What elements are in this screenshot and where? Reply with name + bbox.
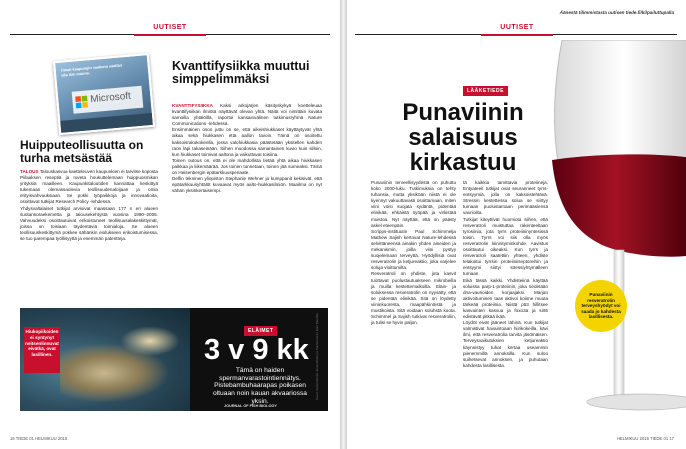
wine-headline [378, 100, 548, 175]
wine-fill [552, 154, 686, 256]
quantum-headline: Kvanttifysiikka muuttui simppelimmäksi [172, 59, 310, 87]
wine-badge-text: Punaviinin resveratrolin terveyshyödyt voi saada jo kahdesta lasillisesta. [581, 292, 621, 320]
quantum-article [172, 103, 322, 194]
logo-text: Microsoft [89, 90, 132, 106]
wine-column-2: tä kaikkia tarvittavia proteiineja. Entyateeit tutkijat ovat seuranneet tyrrs-entsyymiä, jolla on kaksoistehtävä. Stressin kestettessa solua se siirtyy tumaan puolustamaan perimääsiensä vaurioilta. Tutkijat kiteyttivät huomiota siihen, että resveratroli muistuttaa rakenteeltaan tyrosiinia, jota tyrrs proteiininyntesissä toisin. Tyrrs voi siis olla myös resveratrolin kiinnityminkohde. Aavistus osoittautui oikeaksi. Kun tyrrs ja resveratroli saatettiin yhteen, yhdiste telakoitui tyrrsin proteiiniiseptoreihin ja entsyymi siirtyi stressiyhtymälleen tumaan. Eikä tässä kaikki. Yhdisteiinä käyttää soluissa parp-1-proteiinin, joka tiedetään dna-vaurioiden korjaajaksi. Marjan aktivoituminen taas aktivoi koiime muuta tärkeää proteiinia. Niistä p53 hillitsee kasvainten kasvua ja foxo3a ja sirt6 edistävät pitkää ikää. Löydöt eivät jääneet lähinä. Kun tutkijat valmistivat havaintoaan hiirikokeilla, kävi ilmi, että resveratrolia tarvita jäsömäisen. Terveysvaikutuksien ketjureaktio käynnistyy tuhat kertaa useammin pienemmillä annoksilla. Kun suloo suihetsevat annoksen, ja puhutaan kahdesta lasillisesta. [463, 180, 548, 368]
building-sign [72, 86, 144, 114]
quantum-body-3: Toinen outous on, että ei ole mahdollista tietää yhtä aikaa hiukkasen paikkaa ja liikemäärää. Jos toinen tunnetaan, toinen jää sumeaksi. Tämä on Heisenbergin epätarkkuusperiaate. [172, 157, 322, 176]
right-footer: HELMIKUU 2015 TIEDE 01 17 [616, 436, 674, 441]
wine-column-1: Punaviinin terveellisyydestä on puhuttu koko 2000-luku. Tutkimuksia on tehty tuhansia, mutta yksiköän niistä ei ole kyennyt vakuuttavasti osoittamaan, miten viini voisi suojata sydäntä, pidentää elinikää, ehkäistä syöpää ja virkistää muistoa. Nyt näyttää, että on päästy askel eteenpäin. Scripps-instituutin Paul Schimmelja Mathew Sajish kertovat Nature-lehdessä selvittäneensä ainakin yhden aineiden ja mekanismin, joilla viini pystyy suojelemaan terveyttä. Hyödyllisiä ovat resveratrolin ja ketjureaktio, joka varjelee soluja vioittumilta. Resveratroli on yhdiste, jota kasvit tuottavat puolustautuakseen mikrobeilla ja muilla kestettemalkoilla. Eläin- ja soluksessa resveratrolin on nyysätty, että se pidentää elinikää. Sitä on löydetty viininkuoresta, maapähkinöistä ja mustikoista. Sitä voidaan soluhstä koota. Schimmel ja Sajish tutkivat resveratroliin, ja tulisi se hyvin paljon. [371, 180, 456, 326]
right-page [347, 0, 686, 449]
stat-source: JOURNAL OF FISH BIOLOGY [224, 404, 277, 408]
microsoft-logo-icon [75, 95, 88, 108]
page-gutter [340, 0, 347, 449]
left-footer: 16 TIEDE 01 HELMIKUU 2015 [10, 436, 68, 441]
glass-foot [587, 394, 686, 410]
wine-glass-illustration [542, 40, 686, 440]
stat-big-number: 3 v 9 kk [204, 334, 309, 366]
microsoft-headline: Huipputeollisuutta on turha metsästää [20, 138, 144, 165]
quantum-body-1: Kaksi arkojärjen käsityskykyä koetteleuaa kvanttifysiikan ilmiötä näyttävät olevan yhtä. Näitä voi nimittäin kuvata samoilla yhtälöillä, raportoi kansainvälinen tutkimusryhmä Nature Communications -lehdessä. [172, 103, 322, 127]
wine-badge [575, 280, 627, 332]
quantum-body-4: Delfin tekninen yliopiston Stephanie Wehner ja kumppanit kekisivät, että epätarkkuusyhtälöt kuvaavat myös aalto-hiukkasilmiön. Maailma on nyt vähän yksinkertaisempi. [172, 176, 322, 194]
microsoft-article [20, 169, 158, 242]
building-base [60, 113, 153, 133]
section-label: UUTISET [481, 22, 553, 36]
microsoft-body-2: Yhdysvaltalaiset tutkijat arvioivat maassaan 177 n eri alueen suotansoraekemetta ja talousekehtystä vuosina 1990–2005. Vahvuudeksi osoittautuivat erikoistuneet teollisuusalakeskittymät, joissa on toisiaan täydentäviä toimialoja. Se alueen teollisuuskeskittymä pokkee sähänkin eiolukseen erikoistumisessa, se tuo parempaa työllisyyttä ja enemmän patentteja. [20, 205, 158, 242]
headline-line-1: Punaviinin [402, 99, 524, 126]
microsoft-kicker: TALOUS [20, 169, 39, 174]
article-label: LÄÄKETIEDE [463, 86, 508, 96]
photo-credit: Kuvat: Cultura/Ionke Jensen/Getty ja Shutterstock / Katri Blomber [315, 312, 319, 400]
stat-subtitle: Tämä on haiden spermanvarastointiennätys. Pistebambuhaarapas poikasen oltuaan noin kauan akvaariossa yksin. [212, 367, 308, 405]
shark-egg-shape [120, 326, 180, 356]
top-right-promo: Äänestä tilimmistasta uutisen tiede.fi/kilpailuttupalla [559, 10, 674, 15]
microsoft-body-1: Talouskasvua kaetteleuven kaupunkien ei tarvitse koposta Piilaaksen reseptiä ja ruveta houkuttelemaan huippuosmikan yrityksiä maailleen. Kaupunkitaloutiden kannattaa keskittyä tukemaan olemassaolevia teollisuudenaloijaan ja omia erityisvahvuuksiaan. Se pokki työpaikkoja ja innovaatioita, osoittavat tutkijat Research Policy -lehdessä. [20, 169, 158, 205]
headline-line-3: kirkastuu [409, 149, 517, 176]
photo-caption: Oman kaupungin vaakuna saattaa olla ilan muuna. [60, 63, 123, 78]
microsoft-building-photo [53, 53, 155, 135]
headline-line-2: salaisuus [408, 124, 518, 151]
stat-panel [190, 308, 328, 411]
quantum-kicker: KVANTTIFYSIIKKA [172, 103, 214, 108]
coral-red-note: Hiukopiikoiden ei syntynyt neitsenlinnuvat eivätkä, ovat lasillinen. [24, 327, 60, 373]
stat-label: ELÄIMET [244, 326, 277, 336]
section-label: UUTISET [134, 22, 206, 36]
left-page [0, 0, 340, 449]
quantum-body-2: Ensimmäinen osoo juttu on se, että aikeishiukkaset käyttäytyvät yhtä aikaa sekä hiukkasen että aallon tavoin. Tämä on osoitettu kaksoisrakokokeella, jossa valohiukkasia päästetään yksitellen kahden raon läpi takaseinään. Siihen muodossa samantainen kuvio kuin silloin, kun hiukkaset toimivat aaltona ja vaikuttavat toisiina. [172, 127, 322, 157]
